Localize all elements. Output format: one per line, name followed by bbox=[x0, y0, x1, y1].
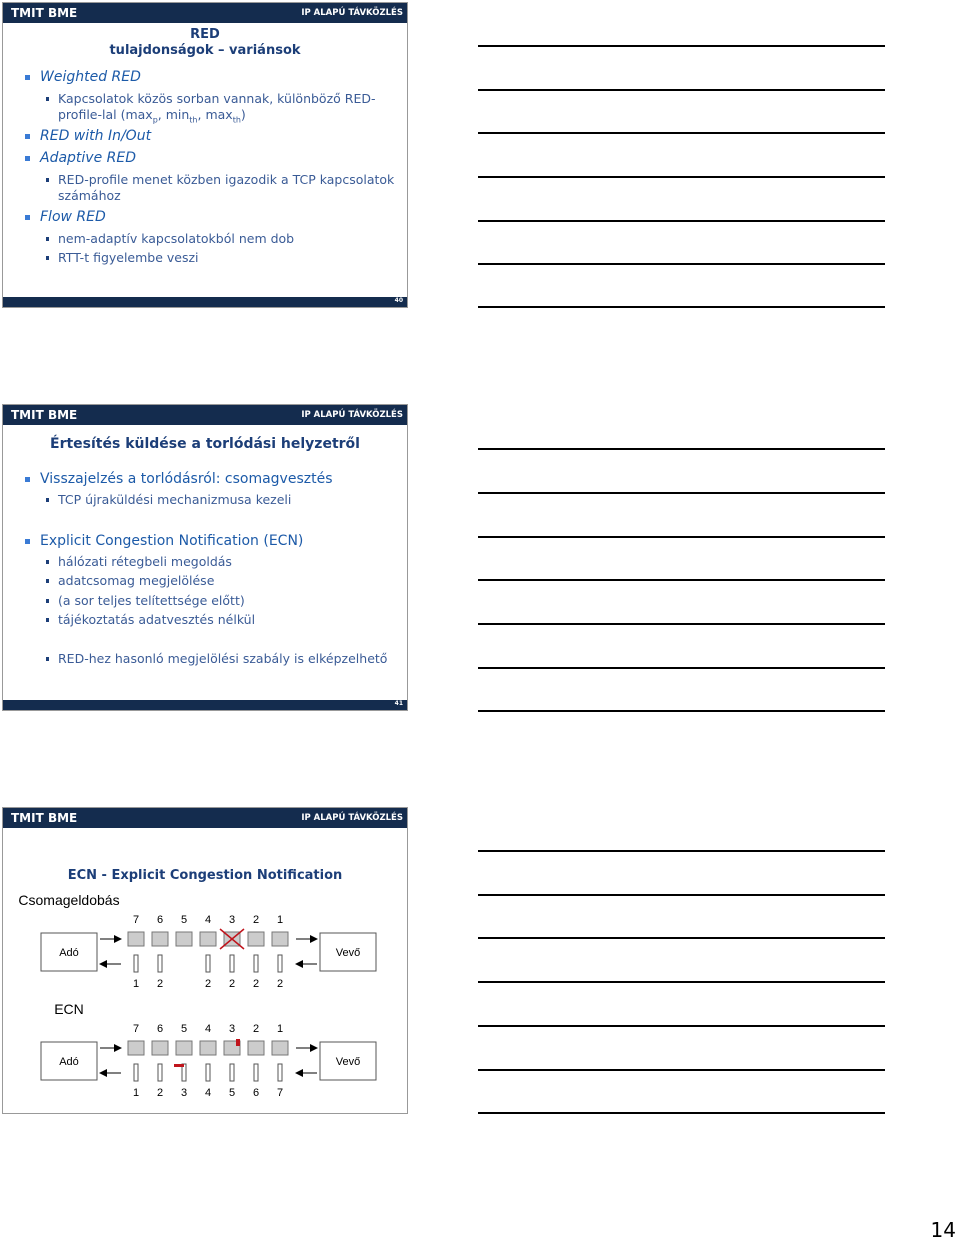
packet bbox=[128, 932, 144, 946]
ack-number: 2 bbox=[228, 978, 236, 990]
slide-header bbox=[3, 405, 407, 425]
ack bbox=[278, 1064, 282, 1081]
title-line-1: RED bbox=[190, 27, 220, 42]
drop-label: Csomageldobás bbox=[18, 892, 120, 908]
ack bbox=[278, 955, 282, 972]
note-line bbox=[478, 894, 885, 896]
slide-42 bbox=[2, 807, 408, 1114]
slide-40 bbox=[2, 2, 408, 308]
note-line bbox=[478, 45, 885, 47]
sender-label: Adó bbox=[59, 1056, 79, 1068]
packet bbox=[200, 1041, 216, 1055]
packet-number: 4 bbox=[204, 1023, 212, 1035]
receiver-label: Vevő bbox=[335, 1056, 361, 1068]
ack-number: 7 bbox=[276, 1087, 284, 1099]
slide-41 bbox=[2, 404, 408, 711]
note-line bbox=[478, 1025, 885, 1027]
text-part: , max bbox=[197, 107, 233, 122]
sub: th bbox=[232, 115, 241, 125]
text-line: RED-profile menet közben igazodik a TCP kapcsolatok bbox=[58, 172, 395, 187]
header-right: IP ALAPÚ TÁVKÖZLÉS bbox=[301, 8, 403, 18]
packet-number: 6 bbox=[156, 1023, 164, 1035]
packet-number: 5 bbox=[180, 914, 188, 926]
bullet-red-in-out: RED with In/Out bbox=[40, 128, 152, 144]
ack bbox=[206, 955, 210, 972]
packet bbox=[128, 1041, 144, 1055]
bullet-ecn: Explicit Congestion Notification (ECN) bbox=[40, 533, 304, 549]
note-line bbox=[478, 306, 885, 308]
header-left: TMIT BME bbox=[11, 408, 78, 422]
ecn-diagram bbox=[3, 808, 407, 1108]
sub: p bbox=[152, 115, 158, 125]
packet-number: 6 bbox=[156, 914, 164, 926]
ack bbox=[254, 955, 258, 972]
ack bbox=[230, 955, 234, 972]
slide-number: 40 bbox=[394, 297, 403, 304]
note-line bbox=[478, 132, 885, 134]
text-part: profile-lal (max bbox=[58, 107, 153, 122]
text-part: ) bbox=[240, 107, 246, 122]
header-left: TMIT BME bbox=[11, 6, 78, 20]
ack-number: 6 bbox=[252, 1087, 260, 1099]
ack bbox=[158, 1064, 162, 1081]
bullet-flow-red: Flow RED bbox=[40, 209, 106, 225]
ack-number: 2 bbox=[252, 978, 260, 990]
packet bbox=[200, 932, 216, 946]
bullet-tajekoztatas: tájékoztatás adatvesztés nélkül bbox=[58, 612, 256, 627]
ack-number: 1 bbox=[132, 978, 140, 990]
note-line bbox=[478, 579, 885, 581]
slide-number: 41 bbox=[394, 700, 403, 707]
note-line bbox=[478, 536, 885, 538]
slide-footer bbox=[3, 700, 407, 710]
bullet-tcp: TCP újraküldési mechanizmusa kezeli bbox=[58, 492, 292, 507]
bullet-nem-adaptiv: nem-adaptív kapcsolatokból nem dob bbox=[58, 231, 295, 246]
slide-title: Értesítés küldése a torlódási helyzetről bbox=[50, 436, 360, 452]
title-line-2: tulajdonságok – variánsok bbox=[109, 43, 301, 58]
slide-title bbox=[3, 27, 407, 59]
packet bbox=[248, 932, 264, 946]
packet-number: 3 bbox=[228, 1023, 236, 1035]
ack-number: 2 bbox=[204, 978, 212, 990]
bullet-adatcsomag: adatcsomag megjelölése bbox=[58, 573, 215, 588]
note-line bbox=[478, 850, 885, 852]
note-line bbox=[478, 448, 885, 450]
ecn-mark-packet bbox=[236, 1039, 240, 1046]
ack-number: 1 bbox=[132, 1087, 140, 1099]
note-line bbox=[478, 492, 885, 494]
packet bbox=[152, 1041, 168, 1055]
packet-number: 5 bbox=[180, 1023, 188, 1035]
ack bbox=[230, 1064, 234, 1081]
slide-footer bbox=[3, 297, 407, 307]
ecn-label: ECN bbox=[54, 1001, 84, 1017]
bullet-visszajelzes: Visszajelzés a torlódásról: csomagvesztés bbox=[40, 471, 333, 487]
note-line bbox=[478, 623, 885, 625]
ack-number: 2 bbox=[276, 978, 284, 990]
ack bbox=[134, 955, 138, 972]
slide-header bbox=[3, 3, 407, 23]
ack-number: 2 bbox=[156, 978, 164, 990]
text-part: , min bbox=[157, 107, 190, 122]
header-left: TMIT BME bbox=[11, 811, 78, 825]
packet-number: 7 bbox=[132, 914, 140, 926]
packet bbox=[152, 932, 168, 946]
note-line bbox=[478, 1069, 885, 1071]
note-line bbox=[478, 263, 885, 265]
packet-number: 3 bbox=[228, 914, 236, 926]
ack-number: 3 bbox=[180, 1087, 188, 1099]
note-line bbox=[478, 89, 885, 91]
note-line bbox=[478, 667, 885, 669]
bullet-rtt: RTT-t figyelembe veszi bbox=[58, 250, 199, 265]
text-line: számához bbox=[58, 188, 121, 203]
packet-number: 4 bbox=[204, 914, 212, 926]
ack-number: 5 bbox=[228, 1087, 236, 1099]
header-right: IP ALAPÚ TÁVKÖZLÉS bbox=[301, 410, 403, 420]
ecn-mark-ack bbox=[174, 1064, 184, 1067]
note-line bbox=[478, 176, 885, 178]
ack-number: 4 bbox=[204, 1087, 212, 1099]
bullet-adaptive-red: Adaptive RED bbox=[40, 150, 137, 166]
packet-number: 7 bbox=[132, 1023, 140, 1035]
note-line bbox=[478, 981, 885, 983]
packet bbox=[176, 932, 192, 946]
receiver-label: Vevő bbox=[335, 947, 361, 959]
note-line bbox=[478, 1112, 885, 1114]
page-number: 14 bbox=[930, 1218, 956, 1242]
packet bbox=[176, 1041, 192, 1055]
note-line bbox=[478, 710, 885, 712]
ack-number: 2 bbox=[156, 1087, 164, 1099]
packet-number: 1 bbox=[276, 914, 284, 926]
ack bbox=[254, 1064, 258, 1081]
packet-number: 2 bbox=[252, 1023, 260, 1035]
packet-number: 1 bbox=[276, 1023, 284, 1035]
packet-number: 2 bbox=[252, 914, 260, 926]
sender-label: Adó bbox=[59, 947, 79, 959]
bullet-red-profile bbox=[58, 172, 394, 204]
slide-title: ECN - Explicit Congestion Notification bbox=[67, 868, 343, 883]
packet bbox=[272, 1041, 288, 1055]
sub: th bbox=[189, 115, 198, 125]
bullet-sor: (a sor teljes telítettsége előtt) bbox=[58, 593, 245, 608]
bullet-halozati: hálózati rétegbeli megoldás bbox=[58, 554, 232, 569]
packet bbox=[272, 932, 288, 946]
note-line bbox=[478, 220, 885, 222]
ack bbox=[134, 1064, 138, 1081]
bullet-kapcsolatok bbox=[58, 91, 375, 129]
ack bbox=[206, 1064, 210, 1081]
note-line bbox=[478, 937, 885, 939]
bullet-weighted-red: Weighted RED bbox=[40, 69, 141, 85]
bullet-red-hez: RED-hez hasonló megjelölési szabály is elképzelhető bbox=[58, 651, 388, 666]
header-right: IP ALAPÚ TÁVKÖZLÉS bbox=[301, 813, 403, 823]
packet bbox=[248, 1041, 264, 1055]
ack bbox=[158, 955, 162, 972]
text-line: Kapcsolatok közös sorban vannak, különböző RED- bbox=[58, 91, 376, 106]
